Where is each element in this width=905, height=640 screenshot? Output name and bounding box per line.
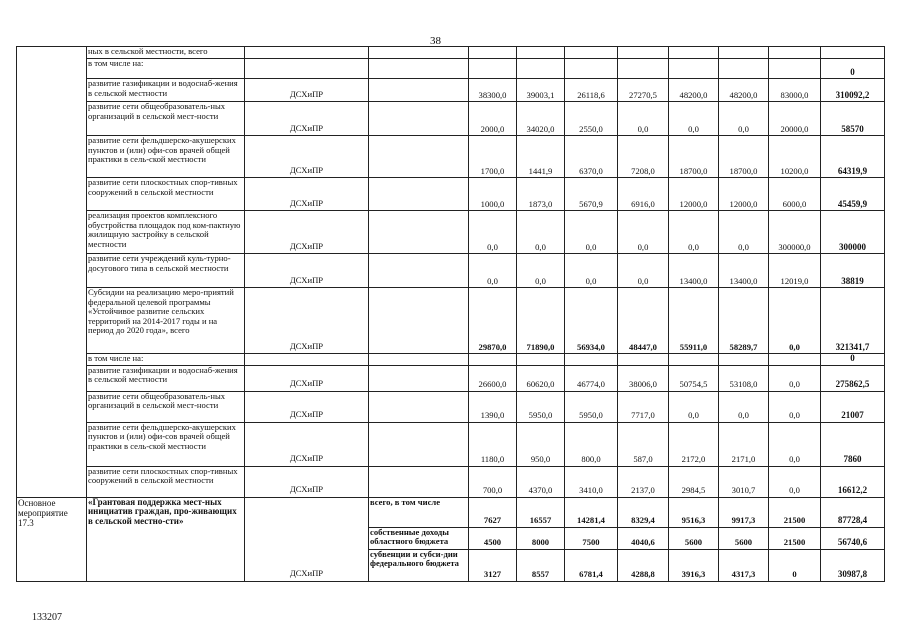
row-description: развитие сети фельдшерско-акушерских пунктов и (или) офи-сов врачей общей практики в сель-ской местности (87, 422, 245, 466)
value-cell: 0,0 (517, 211, 565, 254)
row-description: развитие сети учреждений куль-турно-досугового типа в сельской местности (87, 254, 245, 288)
responsible-executor: ДСХиПР (245, 365, 369, 391)
value-cell: 38300,0 (469, 79, 517, 102)
value-cell: 2137,0 (618, 466, 669, 497)
total-cell: 300000 (821, 211, 885, 254)
funding-source-empty (369, 178, 469, 211)
value-cell: 12019,0 (769, 254, 821, 288)
value-cell: 0,0 (719, 102, 769, 136)
value-cell: 0,0 (769, 391, 821, 422)
table-row (17, 211, 885, 254)
page-number: 38 (430, 35, 441, 47)
row-description: развитие сети плоскостных спор-тивных сооружений в сельской местности (87, 178, 245, 211)
value-cell (618, 354, 669, 366)
responsible-executor: ДСХиПР (245, 422, 369, 466)
funding-source-empty (369, 254, 469, 288)
value-cell: 21500 (769, 497, 821, 527)
value-cell: 1441,9 (517, 136, 565, 178)
value-cell: 48447,0 (618, 288, 669, 354)
value-cell: 3916,3 (669, 549, 719, 581)
value-cell: 1000,0 (469, 178, 517, 211)
row-description: в том числе на: (87, 59, 245, 79)
table-row (17, 47, 885, 59)
value-cell: 4317,3 (719, 549, 769, 581)
value-cell: 0,0 (618, 254, 669, 288)
budget-table (16, 46, 885, 582)
value-cell: 0,0 (719, 391, 769, 422)
table-row (17, 288, 885, 354)
value-cell: 8557 (517, 549, 565, 581)
value-cell: 20000,0 (769, 102, 821, 136)
value-cell: 18700,0 (669, 136, 719, 178)
value-cell (565, 354, 618, 366)
value-cell (469, 47, 517, 59)
value-cell: 700,0 (469, 466, 517, 497)
row-description: развитие сети общеобразователь-ных организаций в сельской мест-ности (87, 391, 245, 422)
value-cell: 48200,0 (669, 79, 719, 102)
value-cell: 1700,0 (469, 136, 517, 178)
value-cell: 8000 (517, 527, 565, 549)
event-description: «Грантовая поддержка мест-ных инициатив граждан, про-живающих в сельской местно-сти» (87, 497, 245, 581)
responsible-executor: ДСХиПР (245, 391, 369, 422)
value-cell: 4288,8 (618, 549, 669, 581)
funding-source-empty (369, 59, 469, 79)
value-cell (618, 59, 669, 79)
value-cell: 0,0 (719, 211, 769, 254)
value-cell: 2550,0 (565, 102, 618, 136)
value-cell: 7500 (565, 527, 618, 549)
funding-source-empty (369, 47, 469, 59)
row-description: развитие газификации и водоснаб-жения в сельской местности (87, 79, 245, 102)
value-cell (719, 354, 769, 366)
value-cell: 0,0 (618, 211, 669, 254)
total-cell: 0 (821, 354, 885, 366)
value-cell: 7717,0 (618, 391, 669, 422)
funding-source-empty (369, 354, 469, 366)
responsible-executor (245, 47, 369, 59)
value-cell: 7208,0 (618, 136, 669, 178)
table-row (17, 422, 885, 466)
value-cell (769, 47, 821, 59)
row-description: развитие газификации и водоснаб-жения в сельской местности (87, 365, 245, 391)
value-cell: 71890,0 (517, 288, 565, 354)
value-cell: 39003,1 (517, 79, 565, 102)
value-cell: 21500 (769, 527, 821, 549)
value-cell: 38006,0 (618, 365, 669, 391)
total-cell: 58570 (821, 102, 885, 136)
value-cell (469, 59, 517, 79)
responsible-executor: ДСХиПР (245, 136, 369, 178)
value-cell: 46774,0 (565, 365, 618, 391)
total-cell: 275862,5 (821, 365, 885, 391)
funding-source-empty (369, 288, 469, 354)
value-cell (517, 59, 565, 79)
value-cell: 29870,0 (469, 288, 517, 354)
total-cell: 30987,8 (821, 549, 885, 581)
value-cell: 14281,4 (565, 497, 618, 527)
responsible-executor: ДСХиПР (245, 178, 369, 211)
value-cell (469, 354, 517, 366)
table-row (17, 466, 885, 497)
funding-source-empty (369, 79, 469, 102)
row-description: ных в сельской местности, всего (87, 47, 245, 59)
value-cell: 13400,0 (719, 254, 769, 288)
value-cell (517, 47, 565, 59)
funding-source-empty (369, 466, 469, 497)
responsible-executor (245, 59, 369, 79)
value-cell: 27270,5 (618, 79, 669, 102)
value-cell (769, 354, 821, 366)
value-cell: 0,0 (565, 254, 618, 288)
row-description: развитие сети плоскостных спор-тивных сооружений в сельской местности (87, 466, 245, 497)
value-cell: 34020,0 (517, 102, 565, 136)
funding-source-empty (369, 136, 469, 178)
total-cell: 16612,2 (821, 466, 885, 497)
value-cell: 4040,6 (618, 527, 669, 549)
value-cell: 0,0 (769, 466, 821, 497)
value-cell: 0 (769, 549, 821, 581)
value-cell: 50754,5 (669, 365, 719, 391)
value-cell: 2171,0 (719, 422, 769, 466)
value-cell: 12000,0 (669, 178, 719, 211)
value-cell: 9516,3 (669, 497, 719, 527)
table-row (17, 59, 885, 79)
value-cell: 1873,0 (517, 178, 565, 211)
table-row (17, 354, 885, 366)
total-cell: 56740,6 (821, 527, 885, 549)
value-cell (517, 354, 565, 366)
value-cell: 6916,0 (618, 178, 669, 211)
row-description: развитие сети общеобразователь-ных организаций в сельской мест-ности (87, 102, 245, 136)
total-cell: 310092,2 (821, 79, 885, 102)
value-cell (669, 59, 719, 79)
value-cell (769, 59, 821, 79)
total-cell: 0 (821, 59, 885, 79)
table-row (17, 136, 885, 178)
value-cell: 12000,0 (719, 178, 769, 211)
value-cell: 0,0 (769, 288, 821, 354)
row-description: в том числе на: (87, 354, 245, 366)
value-cell: 55911,0 (669, 288, 719, 354)
table-row (17, 79, 885, 102)
value-cell: 8329,4 (618, 497, 669, 527)
responsible-executor: ДСХиПР (245, 466, 369, 497)
value-cell: 3010,7 (719, 466, 769, 497)
value-cell: 800,0 (565, 422, 618, 466)
funding-source-empty (369, 211, 469, 254)
value-cell: 0,0 (669, 391, 719, 422)
funding-source: собственные доходы областного бюджета (369, 527, 469, 549)
event-responsible: ДСХиПР (245, 497, 369, 581)
value-cell: 5670,9 (565, 178, 618, 211)
value-cell: 5600 (669, 527, 719, 549)
value-cell (565, 59, 618, 79)
value-cell: 13400,0 (669, 254, 719, 288)
total-cell: 7860 (821, 422, 885, 466)
table-body (17, 47, 885, 582)
table-row (17, 178, 885, 211)
value-cell: 3127 (469, 549, 517, 581)
value-cell: 3410,0 (565, 466, 618, 497)
value-cell: 18700,0 (719, 136, 769, 178)
value-cell (618, 47, 669, 59)
total-cell: 45459,9 (821, 178, 885, 211)
table-row (17, 102, 885, 136)
event-label: Основное мероприятие 17.3 (17, 497, 87, 581)
row-label-empty (17, 47, 87, 498)
value-cell: 587,0 (618, 422, 669, 466)
value-cell: 0,0 (469, 254, 517, 288)
value-cell: 0,0 (769, 422, 821, 466)
value-cell: 7627 (469, 497, 517, 527)
table-row (17, 365, 885, 391)
value-cell (719, 59, 769, 79)
total-cell: 321341,7 (821, 288, 885, 354)
row-description: развитие сети фельдшерско-акушерских пунктов и (или) офи-сов врачей общей практики в сель-ской местности (87, 136, 245, 178)
value-cell: 1390,0 (469, 391, 517, 422)
value-cell (719, 47, 769, 59)
value-cell: 6000,0 (769, 178, 821, 211)
table-row (17, 254, 885, 288)
total-cell: 38819 (821, 254, 885, 288)
value-cell: 5950,0 (517, 391, 565, 422)
value-cell: 4500 (469, 527, 517, 549)
value-cell: 2984,5 (669, 466, 719, 497)
responsible-executor (245, 354, 369, 366)
value-cell: 48200,0 (719, 79, 769, 102)
value-cell: 6781,4 (565, 549, 618, 581)
responsible-executor: ДСХиПР (245, 102, 369, 136)
value-cell: 0,0 (618, 102, 669, 136)
value-cell: 6370,0 (565, 136, 618, 178)
funding-source: субвенции и субси-дии федерального бюджета (369, 549, 469, 581)
table-row (17, 497, 885, 527)
value-cell: 58289,7 (719, 288, 769, 354)
value-cell: 60620,0 (517, 365, 565, 391)
total-cell: 87728,4 (821, 497, 885, 527)
table-row (17, 391, 885, 422)
responsible-executor: ДСХиПР (245, 288, 369, 354)
funding-source-empty (369, 422, 469, 466)
row-description: Субсидии на реализацию меро-приятий федеральной целевой программы «Устойчивое развитие сельских территорий на 2014-2017 годы и на период до 2020 года», всего (87, 288, 245, 354)
funding-source-empty (369, 102, 469, 136)
value-cell: 0,0 (565, 211, 618, 254)
value-cell: 2000,0 (469, 102, 517, 136)
value-cell (669, 354, 719, 366)
value-cell: 56934,0 (565, 288, 618, 354)
responsible-executor: ДСХиПР (245, 79, 369, 102)
value-cell: 83000,0 (769, 79, 821, 102)
value-cell: 2172,0 (669, 422, 719, 466)
value-cell (565, 47, 618, 59)
value-cell: 16557 (517, 497, 565, 527)
value-cell: 300000,0 (769, 211, 821, 254)
value-cell: 950,0 (517, 422, 565, 466)
footer-code: 133207 (32, 612, 62, 623)
responsible-executor: ДСХиПР (245, 211, 369, 254)
funding-source-empty (369, 365, 469, 391)
value-cell: 0,0 (769, 365, 821, 391)
value-cell: 53108,0 (719, 365, 769, 391)
value-cell: 0,0 (669, 102, 719, 136)
total-cell: 64319,9 (821, 136, 885, 178)
value-cell: 4370,0 (517, 466, 565, 497)
responsible-executor: ДСХиПР (245, 254, 369, 288)
value-cell: 10200,0 (769, 136, 821, 178)
row-description: реализация проектов комплексного обустройства площадок под ком-пактную жилищную застройку в сельской местности (87, 211, 245, 254)
value-cell: 9917,3 (719, 497, 769, 527)
funding-source: всего, в том числе (369, 497, 469, 527)
value-cell: 5950,0 (565, 391, 618, 422)
value-cell: 26600,0 (469, 365, 517, 391)
total-cell: 21007 (821, 391, 885, 422)
value-cell: 26118,6 (565, 79, 618, 102)
value-cell: 1180,0 (469, 422, 517, 466)
value-cell: 0,0 (517, 254, 565, 288)
value-cell: 5600 (719, 527, 769, 549)
value-cell: 0,0 (669, 211, 719, 254)
total-cell (821, 47, 885, 59)
value-cell: 0,0 (469, 211, 517, 254)
value-cell (669, 47, 719, 59)
funding-source-empty (369, 391, 469, 422)
